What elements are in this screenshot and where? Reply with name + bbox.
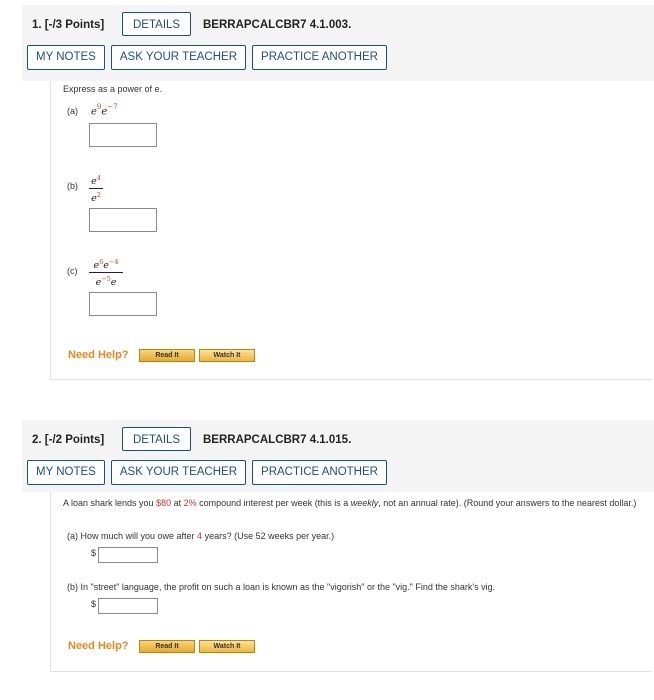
question-prompt: Express as a power of e. — [63, 84, 163, 94]
my-notes-button[interactable]: MY NOTES — [27, 45, 105, 70]
part-b-answer-input[interactable] — [89, 208, 157, 232]
part-a-expression: $e^9e^{-7}$ — [91, 103, 118, 118]
watch-it-button[interactable]: Watch It — [199, 349, 255, 362]
read-it-button[interactable]: Read It — [139, 640, 195, 653]
ask-teacher-button[interactable]: ASK YOUR TEACHER — [111, 460, 246, 485]
part-c-fraction: $e^6e^{-4}$ $e^{-5}e$ — [89, 257, 123, 288]
ask-teacher-button[interactable]: ASK YOUR TEACHER — [111, 45, 246, 70]
points-label: [-/3 Points] — [44, 19, 105, 31]
question-2-body — [50, 492, 652, 672]
details-button[interactable]: DETAILS — [122, 12, 191, 36]
action-buttons — [27, 460, 387, 485]
part-b-question: (b) In "street" language, the profit on such a loan is known as the "vigorish" or the "vig." Find the shark's vig. — [67, 582, 496, 592]
assignment-id: BERRAPCALCBR7 4.1.003. — [203, 19, 352, 31]
part-b-fraction: $e^4$ $e^2$ — [89, 173, 103, 204]
practice-another-button[interactable]: PRACTICE ANOTHER — [252, 460, 387, 485]
part-c-answer-input[interactable] — [89, 292, 157, 316]
question-number: 2. — [32, 434, 42, 446]
read-it-button[interactable]: Read It — [139, 349, 195, 362]
part-a-answer-input[interactable] — [98, 547, 158, 563]
practice-another-button[interactable]: PRACTICE ANOTHER — [252, 45, 387, 70]
need-help-label: Need Help? — [68, 640, 129, 652]
part-b-label: (b) — [67, 181, 78, 191]
dollar-sign: $ — [91, 599, 97, 609]
question-number: 1. — [32, 19, 42, 31]
part-a-answer-input[interactable] — [89, 123, 157, 147]
question-1-points — [32, 19, 104, 31]
points-label: [-/2 Points] — [44, 434, 105, 446]
question-2-points — [32, 434, 104, 446]
question-2-header — [22, 420, 654, 492]
problem-statement: A loan shark lends you $80 at 2% compound interest per week (this is a weekly, not an annual rate). (Round your answers to the nearest dollar.) — [63, 498, 637, 508]
part-a-label: (a) — [67, 106, 78, 116]
assignment-id: BERRAPCALCBR7 4.1.015. — [203, 434, 352, 446]
my-notes-button[interactable]: MY NOTES — [27, 460, 105, 485]
dollar-sign: $ — [91, 548, 97, 558]
question-1-header — [22, 5, 654, 81]
action-buttons — [27, 45, 387, 70]
need-help-label: Need Help? — [68, 349, 129, 361]
part-c-label: (c) — [67, 266, 78, 276]
details-button[interactable]: DETAILS — [122, 427, 191, 451]
question-1-body — [50, 81, 652, 380]
watch-it-button[interactable]: Watch It — [199, 640, 255, 653]
part-b-answer-input[interactable] — [98, 598, 158, 614]
part-a-question: (a) How much will you owe after 4 years? (Use 52 weeks per year.) — [67, 531, 335, 541]
